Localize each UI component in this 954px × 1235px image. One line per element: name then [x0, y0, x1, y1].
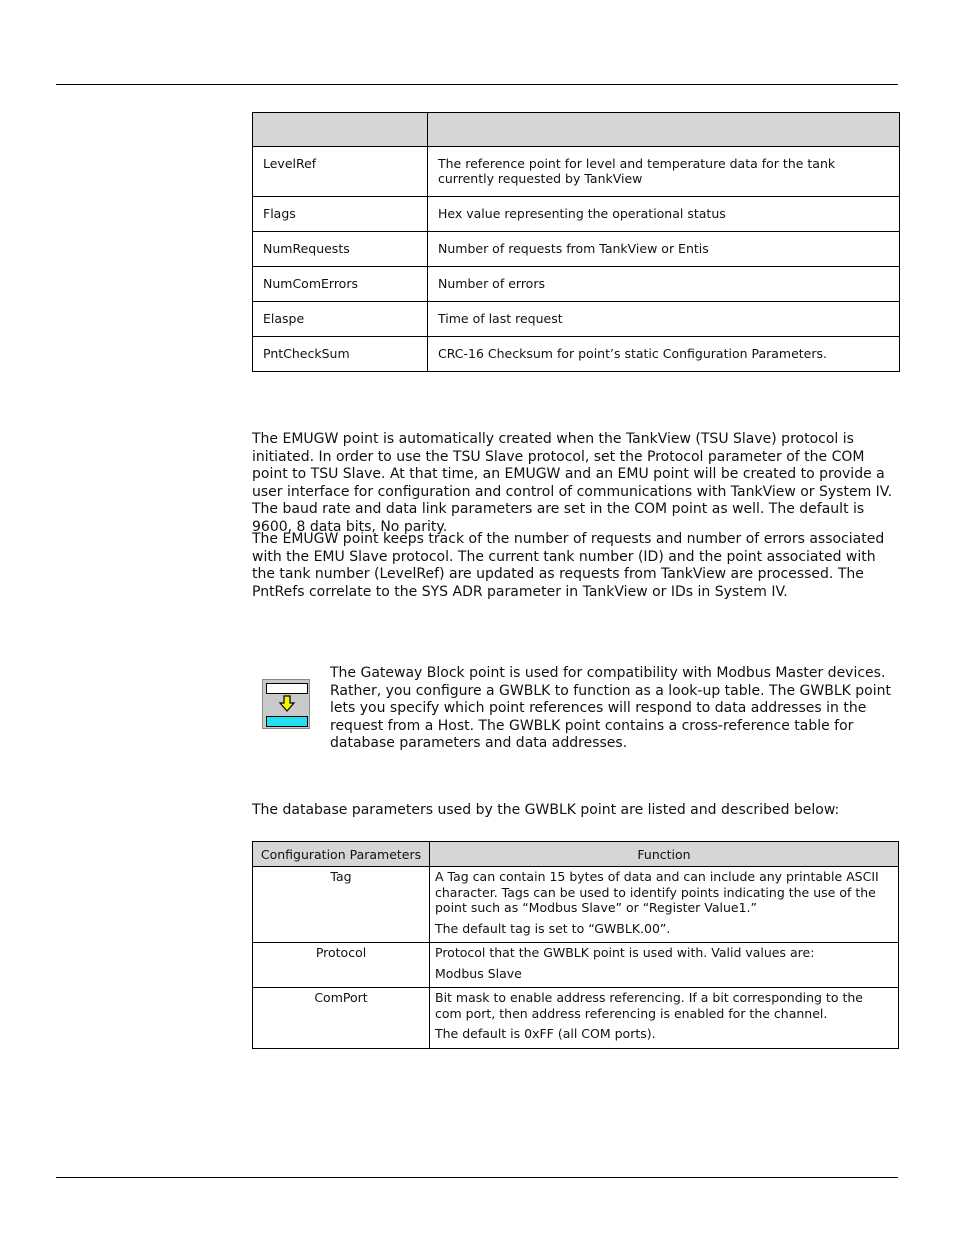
- table-header-row: [253, 842, 899, 867]
- gwblk-intro-paragraph: The Gateway Block point is used for compatibility with Modbus Master devices. Rather, you configure a GWBLK to function as a look-up table. The GWBLK point lets you specify which point references will respond to data addresses in the request from a Host. The GWBLK point contains a cross-reference table for database parameters and data addresses.: [330, 665, 891, 751]
- desc-cell: Hex value representing the operational status: [428, 197, 900, 232]
- param-cell: NumRequests: [253, 232, 428, 267]
- param-cell: LevelRef: [253, 147, 428, 197]
- emugw-paragraph-2: The EMUGW point keeps track of the number of requests and number of errors associated with the EMU Slave protocol. The current tank number (ID) and the point associated with the tank number (LevelRef) are updated as requests from TankView are processed. The PntRefs correlate to the SYS ADR parameter in TankView or IDs in System IV.: [252, 531, 885, 600]
- table-row: [253, 267, 900, 302]
- param-cell: Protocol: [253, 943, 430, 988]
- gateway-top-bar: [266, 683, 308, 694]
- header-cell-desc: [428, 113, 900, 147]
- desc-cell: Number of requests from TankView or Entis: [428, 232, 900, 267]
- header-config-parameters: Configuration Parameters: [253, 842, 430, 867]
- param-cell: Tag: [253, 867, 430, 943]
- gwblk-parameters-table: [252, 841, 899, 1049]
- desc-cell: Time of last request: [428, 302, 900, 337]
- function-line: The default tag is set to “GWBLK.00”.: [435, 920, 671, 936]
- table-row: [253, 867, 899, 943]
- function-line: Protocol that the GWBLK point is used with. Valid values are:: [435, 945, 815, 960]
- function-line: Bit mask to enable address referencing. If a bit corresponding to the com port, then address referencing is enabled for the channel.: [435, 990, 863, 1021]
- function-line: A Tag can contain 15 bytes of data and can include any printable ASCII character. Tags can be used to identify points indicating the use of the point such as “Modbus Slave” or “Register Value1.”: [435, 869, 879, 915]
- header-rule: [56, 84, 898, 85]
- table-row: [253, 197, 900, 232]
- param-cell: Elaspe: [253, 302, 428, 337]
- header-function: Function: [430, 842, 899, 867]
- emugw-parameters-table: [252, 112, 900, 372]
- param-cell: PntCheckSum: [253, 337, 428, 372]
- desc-cell: Number of errors: [428, 267, 900, 302]
- gwblk-params-intro: The database parameters used by the GWBLK point are listed and described below:: [252, 802, 840, 818]
- desc-cell: The reference point for level and temperature data for the tank currently requested by TankView: [428, 147, 900, 197]
- table-header-row: [253, 113, 900, 147]
- param-cell: ComPort: [253, 988, 430, 1049]
- table-row: [253, 302, 900, 337]
- table-row: [253, 943, 899, 988]
- function-line: Modbus Slave: [435, 965, 522, 981]
- function-cell: [430, 988, 899, 1049]
- table-row: [253, 988, 899, 1049]
- down-arrow-icon: [278, 695, 296, 713]
- footer-rule: [56, 1177, 898, 1178]
- emugw-paragraph-1: The EMUGW point is automatically created when the TankView (TSU Slave) protocol is initiated. In order to use the TSU Slave protocol, set the Protocol parameter of the COM point to TSU Slave. At that time, an EMUGW and an EMU point will be created to provide a user interface for configuration and control of communications with TankView or System IV. The baud rate and data link parameters are set in the COM point as well. The default is 9600, 8 data bits, No parity.: [252, 431, 893, 535]
- table-row: [253, 147, 900, 197]
- table-row: [253, 232, 900, 267]
- table-row: [253, 337, 900, 372]
- header-cell-param: [253, 113, 428, 147]
- desc-cell: CRC-16 Checksum for point’s static Configuration Parameters.: [428, 337, 900, 372]
- function-cell: [430, 943, 899, 988]
- gateway-bottom-bar: [266, 716, 308, 727]
- param-cell: Flags: [253, 197, 428, 232]
- gateway-block-icon: [262, 679, 310, 729]
- function-cell: [430, 867, 899, 943]
- param-cell: NumComErrors: [253, 267, 428, 302]
- function-line: The default is 0xFF (all COM ports).: [435, 1026, 656, 1041]
